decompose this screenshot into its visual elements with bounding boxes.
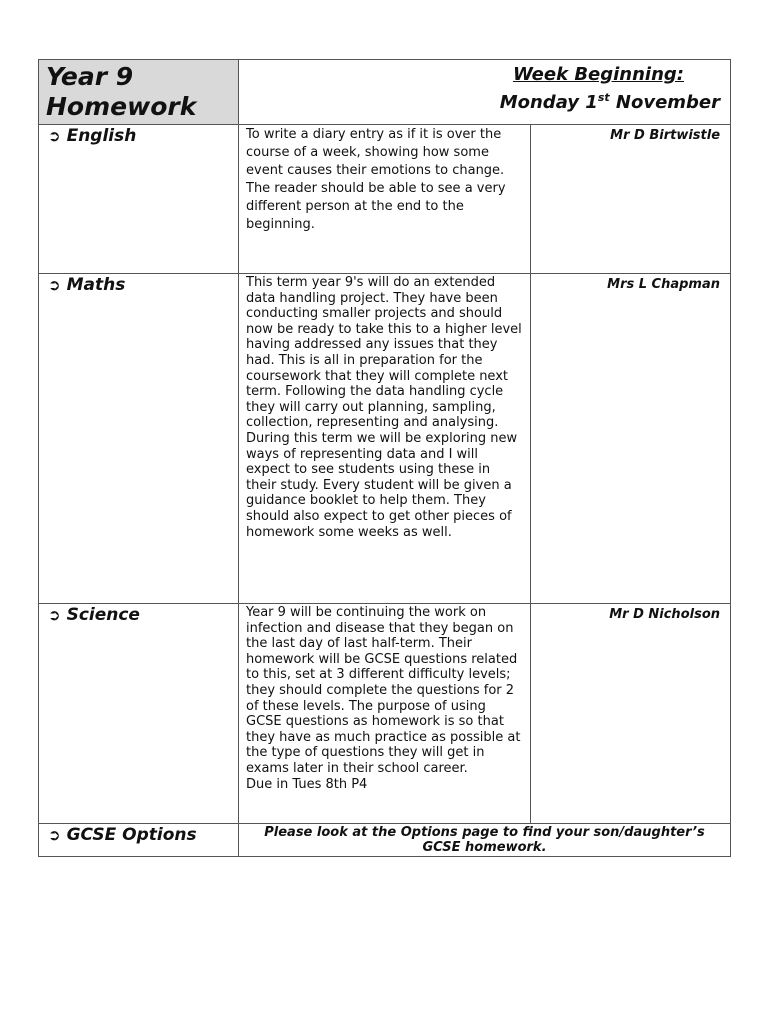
arrow-right-icon: ➲ — [48, 606, 61, 624]
subject-name-cell — [39, 824, 239, 857]
teacher-name: Mr D Nicholson — [531, 604, 731, 824]
week-header — [239, 60, 731, 125]
arrow-right-icon: ➲ — [48, 127, 61, 145]
subject-row-english — [39, 125, 731, 274]
subject-name-cell — [39, 604, 239, 824]
subject-row-maths — [39, 274, 731, 604]
subject-name: English — [66, 126, 137, 146]
title-line-2: Homework — [46, 92, 197, 121]
arrow-right-icon: ➲ — [48, 826, 61, 844]
subject-description: To write a diary entry as if it is over the course of a week, showing how some event causes their emotions to change. The reader should be able to see a very different person at the end to the beginning. — [239, 125, 531, 274]
due-date: Due in Tues 8th P4 — [246, 776, 368, 792]
homework-table — [38, 59, 731, 857]
subject-name: Science — [66, 605, 140, 625]
subject-name-cell — [39, 125, 239, 274]
description-text: Year 9 will be continuing the work on infection and disease that they began on the last day of last half-term. Their homework will be GCSE questions related to this, set at 3 different difficulty levels; they should complete the questions for 2 of these levels. The purpose of using GCSE questions as homework is so that they have as much practice as possible at the type of questions they will get in exams later in their school career. — [246, 605, 521, 776]
week-beginning-label: Week Beginning: — [512, 64, 685, 85]
subject-row-gcse — [39, 824, 731, 857]
week-date: Monday 1st November — [499, 91, 721, 113]
title-line-1: Year 9 — [46, 62, 134, 91]
teacher-name: Mrs L Chapman — [531, 274, 731, 604]
teacher-name: Mr D Birtwistle — [531, 125, 731, 274]
subject-description — [239, 604, 531, 824]
subject-row-science — [39, 604, 731, 824]
subject-name: GCSE Options — [66, 825, 197, 845]
arrow-right-icon: ➲ — [48, 276, 61, 294]
subject-name-cell — [39, 274, 239, 604]
subject-name: Maths — [66, 275, 126, 295]
subject-description: This term year 9's will do an extended data handling project. They have been conducting smaller projects and should now be ready to take this to a higher level having addressed any issues that they had. This is all in preparation for the coursework that they will complete next term. Following the data handling cycle they will carry out planning, sampling, collection, representing and analysing. During this term we will be exploring new ways of representing data and I will expect to see students using these in their study. Every student will be given a guidance booklet to help them. They should also expect to get other pieces of homework some weeks as well. — [239, 274, 531, 604]
page-title — [39, 60, 239, 125]
gcse-notice: Please look at the Options page to find your son/daughter’s GCSE homework. — [239, 824, 731, 857]
